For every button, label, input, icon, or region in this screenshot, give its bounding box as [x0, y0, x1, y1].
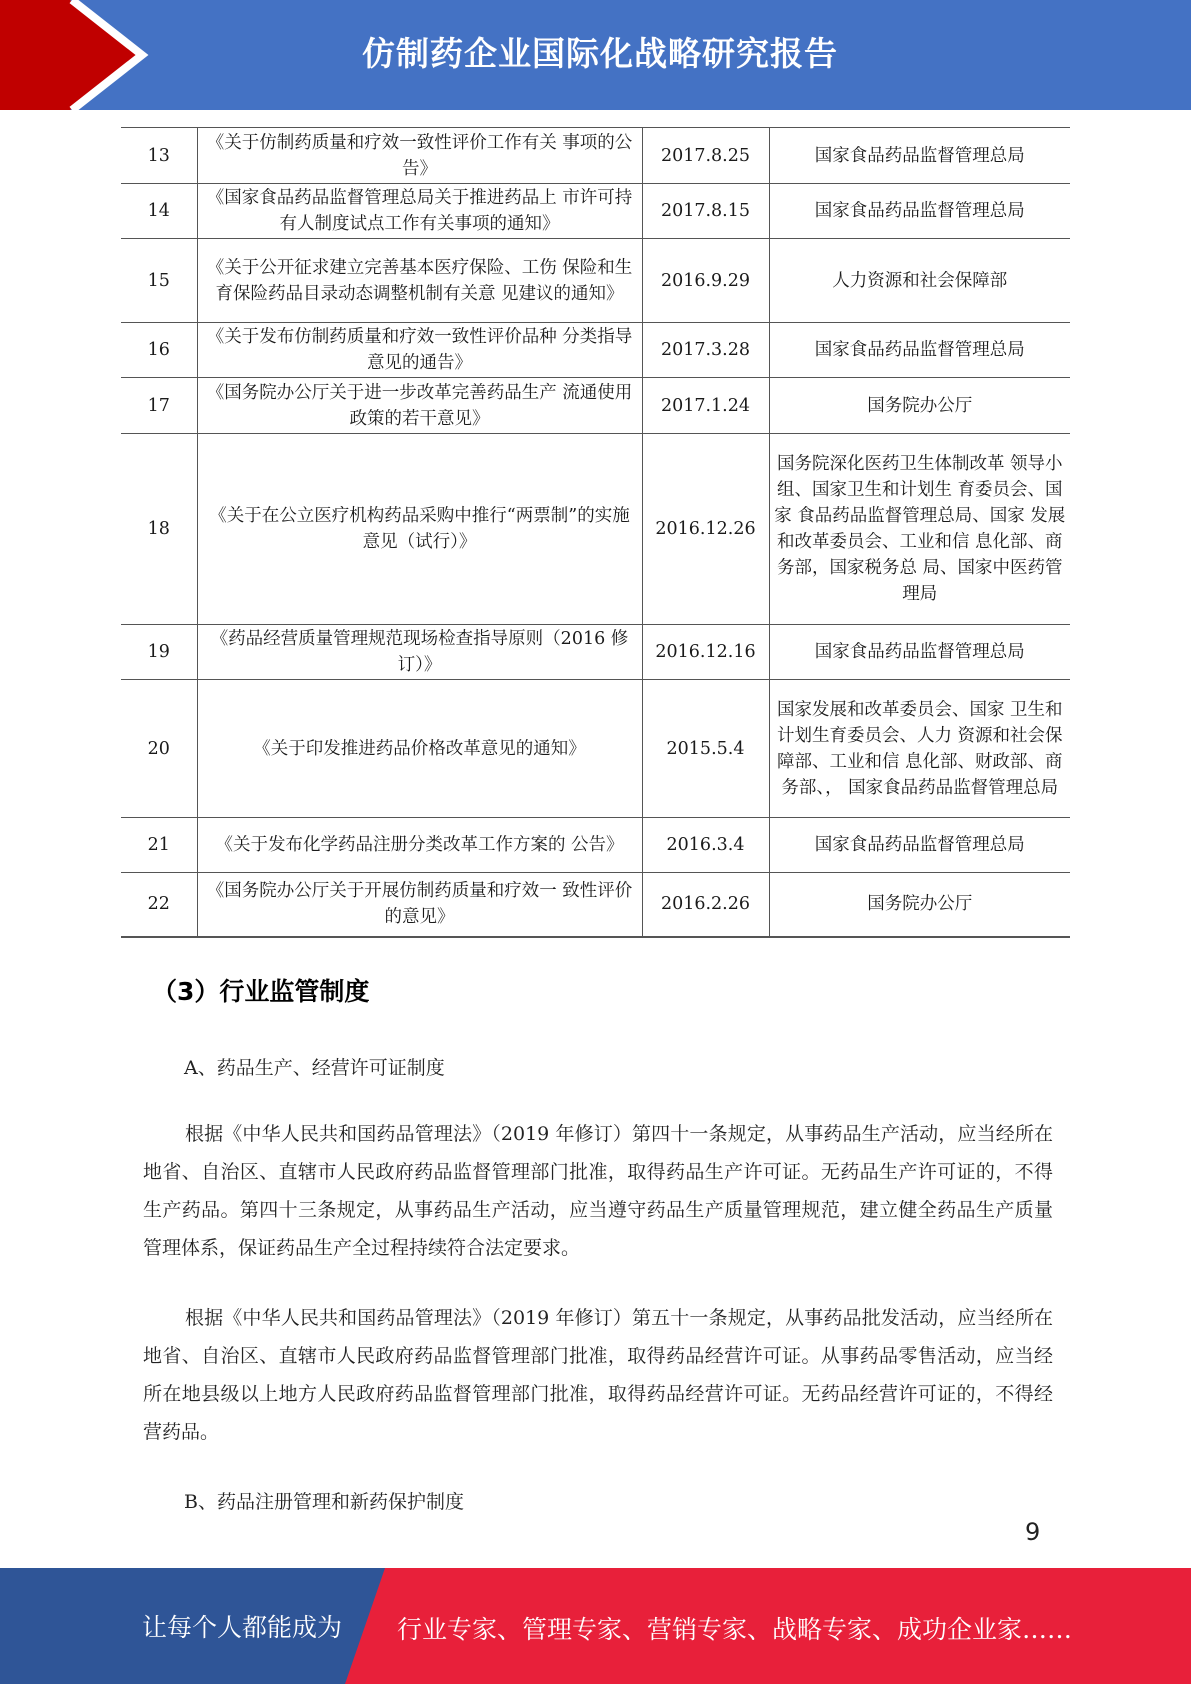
policy-issuer: 国家食品药品监督管理总局 — [769, 128, 1070, 184]
policy-table — [121, 127, 1070, 938]
row-number: 16 — [121, 323, 197, 378]
table-row — [121, 434, 1070, 625]
policy-issuer: 国务院深化医药卫生体制改革 领导小组、国家卫生和计划生 育委员会、国家 食品药品监督管理总局、国家 发展和改革委员会、工业和信 息化部、商务部，国家税务总 局、国家中医药管理局 — [769, 434, 1070, 625]
policy-date: 2016.2.26 — [642, 873, 769, 937]
page-footer — [0, 1568, 1191, 1684]
row-number: 20 — [121, 680, 197, 818]
subsection-a-title: A、药品生产、经营许可证制度 — [184, 1057, 445, 1079]
policy-date: 2016.9.29 — [642, 239, 769, 323]
policy-name: 《关于公开征求建立完善基本医疗保险、工伤 保险和生育保险药品目录动态调整机制有关意 见建议的通知》 — [197, 239, 642, 323]
row-number: 15 — [121, 239, 197, 323]
policy-name: 《关于印发推进药品价格改革意见的通知》 — [197, 680, 642, 818]
policy-date: 2017.3.28 — [642, 323, 769, 378]
section-heading: （3）行业监管制度 — [152, 977, 370, 1006]
row-number: 21 — [121, 818, 197, 873]
policy-name: 《关于发布化学药品注册分类改革工作方案的 公告》 — [197, 818, 642, 873]
policy-name: 《药品经营质量管理规范现场检查指导原则（2016 修订）》 — [197, 625, 642, 680]
policy-date: 2017.8.15 — [642, 184, 769, 239]
footer-slogan-left: 让每个人都能成为 — [142, 1613, 343, 1642]
policy-name: 《国务院办公厅关于进一步改革完善药品生产 流通使用政策的若干意见》 — [197, 378, 642, 434]
policy-issuer: 人力资源和社会保障部 — [769, 239, 1070, 323]
table-row — [121, 128, 1070, 184]
table-row — [121, 323, 1070, 378]
policy-date: 2016.12.26 — [642, 434, 769, 625]
policy-date: 2015.5.4 — [642, 680, 769, 818]
policy-name: 《关于仿制药质量和疗效一致性评价工作有关 事项的公告》 — [197, 128, 642, 184]
page-number: 9 — [1025, 1518, 1041, 1546]
paragraph-operating-license: 根据《中华人民共和国药品管理法》（2019 年修订）第五十一条规定，从事药品批发活动，应当经所在地省、自治区、直辖市人民政府药品监督管理部门批准，取得药品经营许可证。从事药品零售活动，应当经所在地县级以上地方人民政府药品监督管理部门批准，取得药品经营许可证。无药品经营许可证的，不得经营药品。 — [143, 1307, 1053, 1443]
report-title: 仿制药企业国际化战略研究报告 — [362, 34, 838, 73]
row-number: 19 — [121, 625, 197, 680]
policy-issuer: 国家食品药品监督管理总局 — [769, 323, 1070, 378]
paragraph-production-license: 根据《中华人民共和国药品管理法》（2019 年修订）第四十一条规定，从事药品生产活动，应当经所在地省、自治区、直辖市人民政府药品监督管理部门批准，取得药品生产许可证。无药品生产许可证的，不得生产药品。第四十三条规定，从事药品生产活动，应当遵守药品生产质量管理规范，建立健全药品生产质量管理体系，保证药品生产全过程持续符合法定要求。 — [143, 1123, 1053, 1259]
row-number: 18 — [121, 434, 197, 625]
table-row — [121, 680, 1070, 818]
footer-slogan-right: 行业专家、管理专家、营销专家、战略专家、成功企业家…… — [397, 1615, 1073, 1644]
policy-name: 《关于在公立医疗机构药品采购中推行“两票制”的实施意见（试行）》 — [197, 434, 642, 625]
policy-date: 2017.8.25 — [642, 128, 769, 184]
policy-name: 《国务院办公厅关于开展仿制药质量和疗效一 致性评价的意见》 — [197, 873, 642, 937]
table-row — [121, 239, 1070, 323]
policy-issuer: 国务院办公厅 — [769, 873, 1070, 937]
page-header — [0, 0, 1191, 110]
policy-issuer: 国务院办公厅 — [769, 378, 1070, 434]
policy-issuer: 国家发展和改革委员会、国家 卫生和计划生育委员会、人力 资源和社会保障部、工业和信 息化部、财政部、商务部、， 国家食品药品监督管理总局 — [769, 680, 1070, 818]
table-row — [121, 378, 1070, 434]
row-number: 17 — [121, 378, 197, 434]
policy-date: 2017.1.24 — [642, 378, 769, 434]
table-row — [121, 873, 1070, 937]
policy-issuer: 国家食品药品监督管理总局 — [769, 184, 1070, 239]
policy-date: 2016.3.4 — [642, 818, 769, 873]
table-row — [121, 818, 1070, 873]
policy-name: 《关于发布仿制药质量和疗效一致性评价品种 分类指导意见的通告》 — [197, 323, 642, 378]
policy-date: 2016.12.16 — [642, 625, 769, 680]
row-number: 13 — [121, 128, 197, 184]
row-number: 14 — [121, 184, 197, 239]
subsection-b-title: B、药品注册管理和新药保护制度 — [184, 1491, 464, 1513]
policy-issuer: 国家食品药品监督管理总局 — [769, 625, 1070, 680]
policy-issuer: 国家食品药品监督管理总局 — [769, 818, 1070, 873]
table-row — [121, 625, 1070, 680]
row-number: 22 — [121, 873, 197, 937]
policy-name: 《国家食品药品监督管理总局关于推进药品上 市许可持有人制度试点工作有关事项的通知》 — [197, 184, 642, 239]
table-row — [121, 184, 1070, 239]
